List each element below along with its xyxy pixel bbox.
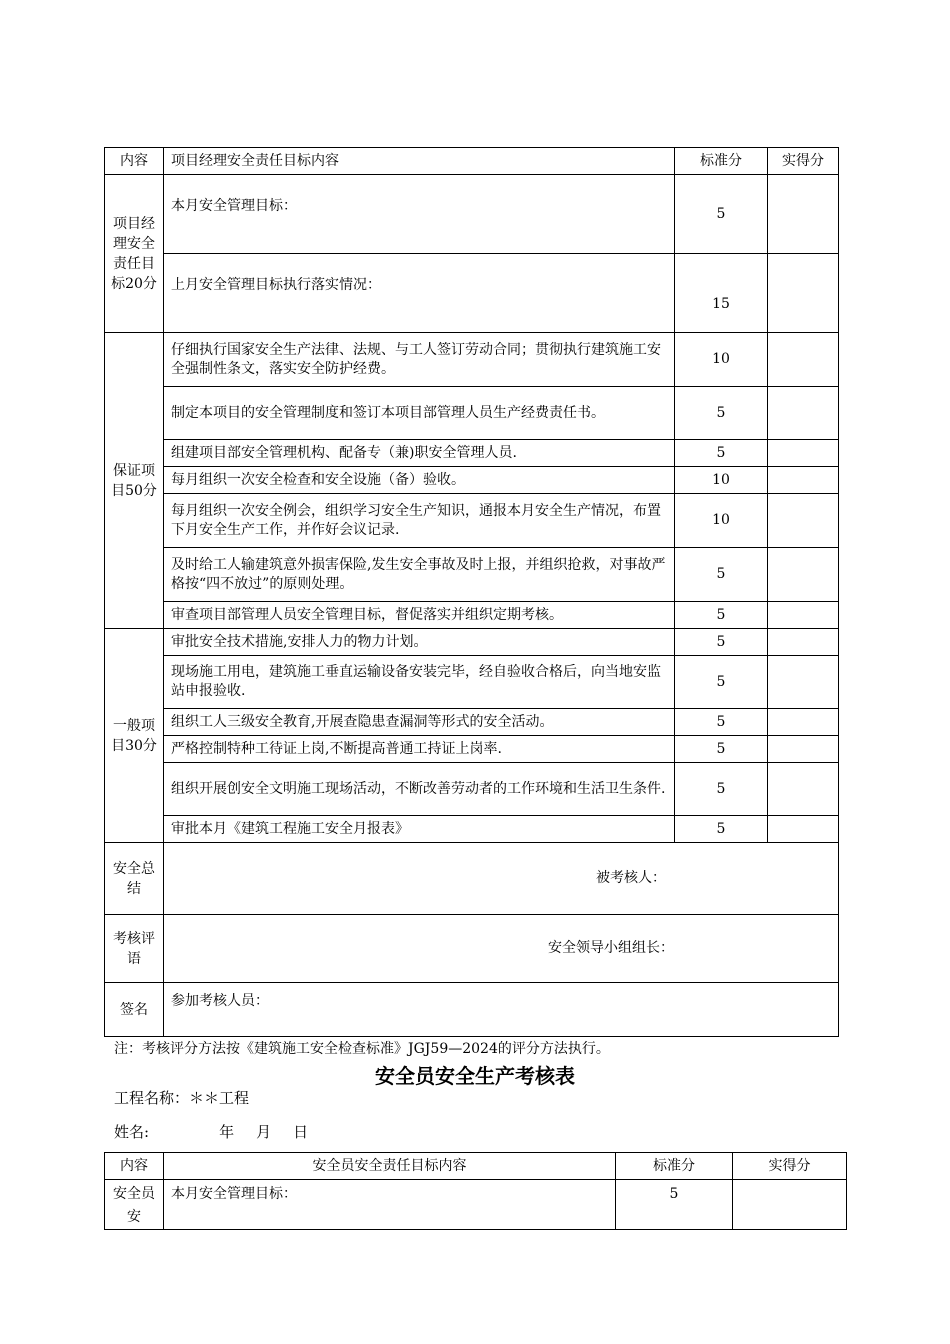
row-text: 本月安全管理目标：: [164, 1180, 616, 1230]
team-leader-signature-field[interactable]: 安全领导小组组长：: [164, 915, 839, 983]
row-score: 10: [675, 333, 768, 387]
row-score: 5: [675, 175, 768, 254]
row-score: 5: [675, 387, 768, 440]
project-name-label: 工程名称：: [114, 1089, 190, 1107]
row-actual-score[interactable]: [768, 656, 839, 709]
row-score: 15: [675, 254, 768, 333]
assessee-signature-field[interactable]: 被考核人：: [164, 843, 839, 915]
row-actual-score[interactable]: [768, 709, 839, 736]
row-actual-score[interactable]: [768, 548, 839, 602]
row-text: 审批安全技术措施,安排人力的物力计划。: [164, 629, 675, 656]
row-text: 组织工人三级安全教育,开展查隐患查漏洞等形式的安全活动。: [164, 709, 675, 736]
form-title: 安全员安全生产考核表: [375, 1064, 575, 1088]
header-content: 内容: [105, 148, 164, 175]
table-row: [105, 736, 839, 763]
table-row: [105, 1180, 847, 1230]
project-name-line: [114, 1087, 249, 1108]
row-score: 5: [675, 440, 768, 467]
row-text: 及时给工人输建筑意外损害保险,发生安全事故及时上报，并组织抢救，对事故严格按“四不放过”的原则处理。: [164, 548, 675, 602]
row-actual-score[interactable]: [768, 175, 839, 254]
header-target: 安全员安全责任目标内容: [164, 1153, 616, 1180]
table-row: [105, 548, 839, 602]
row-score: 10: [675, 467, 768, 494]
signature-label: 签名: [105, 983, 164, 1037]
table-row: [105, 656, 839, 709]
table-row: [105, 440, 839, 467]
name-label: 姓名:: [114, 1123, 150, 1141]
row-actual-score[interactable]: [768, 602, 839, 629]
row-text: 组建项目部安全管理机构、配备专（兼)职安全管理人员.: [164, 440, 675, 467]
table-row: [105, 175, 839, 254]
row-text: 每月组织一次安全例会，组织学习安全生产知识，通报本月安全生产情况，布置下月安全生产工作，并作好会议记录.: [164, 494, 675, 548]
participants-signature-field[interactable]: 参加考核人员：: [164, 983, 839, 1037]
row-actual-score[interactable]: [733, 1180, 847, 1230]
safety-summary-row: [105, 843, 839, 915]
row-text: 现场施工用电，建筑施工垂直运输设备安装完毕，经自验收合格后，向当地安监站申报验收.: [164, 656, 675, 709]
row-actual-score[interactable]: [768, 387, 839, 440]
header-content: 内容: [105, 1153, 164, 1180]
table-row: [105, 709, 839, 736]
row-actual-score[interactable]: [768, 494, 839, 548]
year-label: 年: [219, 1123, 235, 1141]
row-score: 5: [675, 548, 768, 602]
row-text: 审批本月《建筑工程施工安全月报表》: [164, 816, 675, 843]
table-row: [105, 254, 839, 333]
row-score: 10: [675, 494, 768, 548]
row-score: 5: [675, 602, 768, 629]
name-date-line: [114, 1121, 308, 1142]
row-text: 严格控制特种工待证上岗,不断提高普通工持证上岗率.: [164, 736, 675, 763]
row-score: 5: [675, 656, 768, 709]
row-text: 每月组织一次安全检查和安全设施（备）验收。: [164, 467, 675, 494]
row-score: 5: [616, 1180, 733, 1230]
header-actual-score: 实得分: [768, 148, 839, 175]
signature-row: [105, 983, 839, 1037]
month-label: 月: [256, 1123, 272, 1141]
section-label-manager-target: 项目经理安全责任目标20分: [105, 175, 164, 333]
row-text: 审查项目部管理人员安全管理目标，督促落实并组织定期考核。: [164, 602, 675, 629]
header-standard-score: 标准分: [675, 148, 768, 175]
assessment-comment-row: [105, 915, 839, 983]
scoring-note: 注：考核评分方法按《建筑施工安全检查标准》JGJ59—2024的评分方法执行。: [114, 1041, 610, 1057]
row-actual-score[interactable]: [768, 440, 839, 467]
section-label-safety-officer: 安全员安: [105, 1180, 164, 1230]
row-actual-score[interactable]: [768, 816, 839, 843]
table-header-row: [105, 148, 839, 175]
safety-summary-label: 安全总结: [105, 843, 164, 915]
table-row: [105, 602, 839, 629]
row-actual-score[interactable]: [768, 629, 839, 656]
row-score: 5: [675, 736, 768, 763]
row-actual-score[interactable]: [768, 763, 839, 816]
assessment-comment-label: 考核评语: [105, 915, 164, 983]
row-score: 5: [675, 763, 768, 816]
table-row: [105, 494, 839, 548]
table-row: [105, 467, 839, 494]
row-score: 5: [675, 629, 768, 656]
row-text: 仔细执行国家安全生产法律、法规、与工人签订劳动合同；贯彻执行建筑施工安全强制性条文，落实安全防护经费。: [164, 333, 675, 387]
safety-officer-assessment-table: [104, 1152, 847, 1230]
header-target: 项目经理安全责任目标内容: [164, 148, 675, 175]
section-label-general-items: 一般项目30分: [105, 629, 164, 843]
manager-assessment-table: [104, 147, 839, 1037]
table-row: [105, 387, 839, 440]
table-row: [105, 333, 839, 387]
header-actual-score: 实得分: [733, 1153, 847, 1180]
row-text: 本月安全管理目标：: [164, 175, 675, 254]
project-name-value[interactable]: ＊＊工程: [189, 1089, 250, 1107]
row-actual-score[interactable]: [768, 736, 839, 763]
table-row: [105, 763, 839, 816]
row-text: 制定本项目的安全管理制度和签订本项目部管理人员生产经费责任书。: [164, 387, 675, 440]
row-actual-score[interactable]: [768, 254, 839, 333]
table-row: [105, 629, 839, 656]
header-standard-score: 标准分: [616, 1153, 733, 1180]
row-actual-score[interactable]: [768, 467, 839, 494]
table-row: [105, 816, 839, 843]
row-text: 组织开展创安全文明施工现场活动，不断改善劳动者的工作环境和生活卫生条件.: [164, 763, 675, 816]
table-header-row: [105, 1153, 847, 1180]
row-actual-score[interactable]: [768, 333, 839, 387]
section-label-guarantee-items: 保证项目50分: [105, 333, 164, 629]
row-score: 5: [675, 709, 768, 736]
row-text: 上月安全管理目标执行落实情况：: [164, 254, 675, 333]
row-score: 5: [675, 816, 768, 843]
day-label: 日: [293, 1123, 309, 1141]
